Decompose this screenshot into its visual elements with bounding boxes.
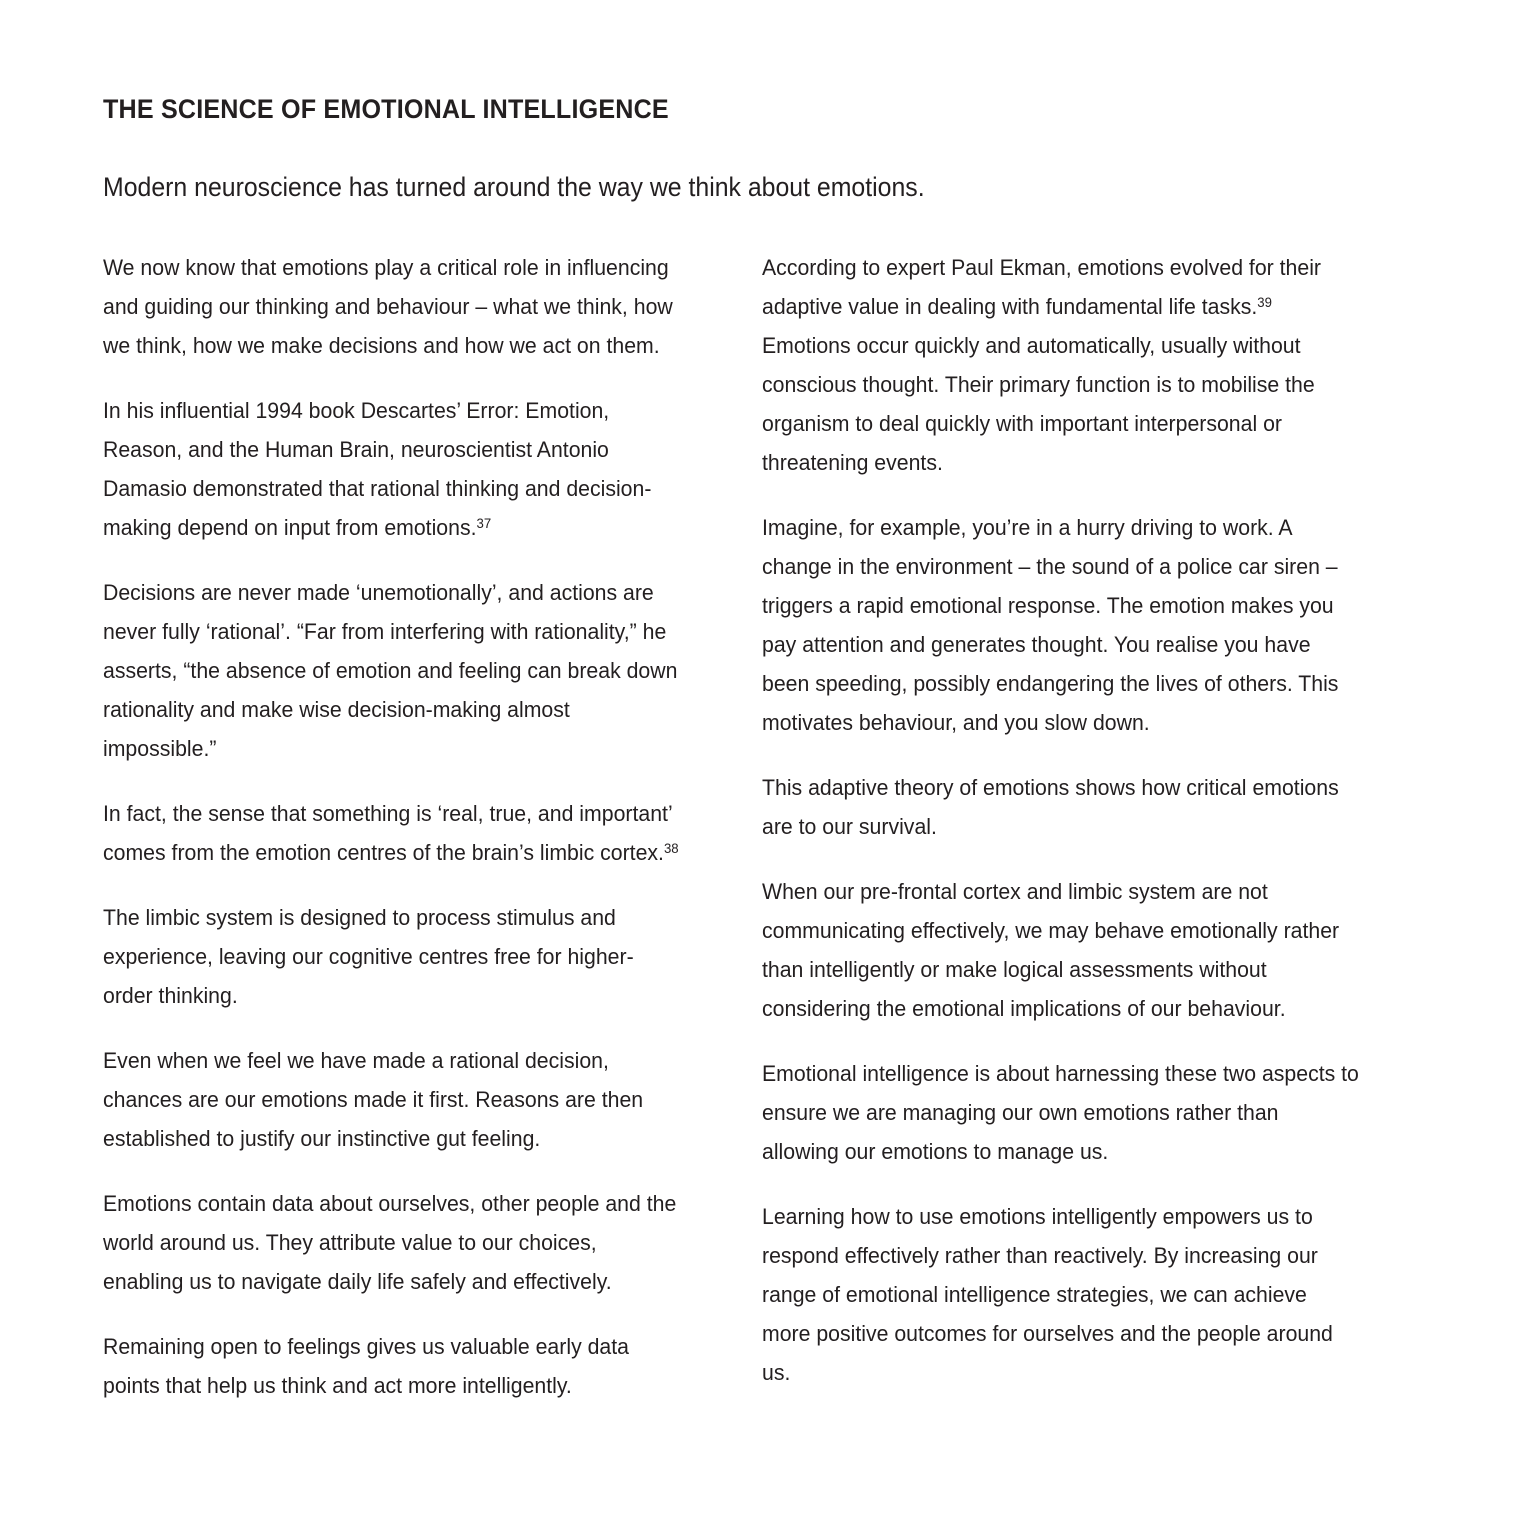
body-paragraph: Learning how to use emotions intelligently empowers us to respond effectively rather than reactively. By increasing our range of emotional intelligence strategies, we can achieve more positive outcomes for ourselves and the people around us. [762,1204,1333,1385]
standfirst-text: Modern neuroscience has turned around the way we think about emotions. [103,172,925,202]
body-paragraph: When our pre-frontal cortex and limbic system are not communicating effectively, we may behave emotionally rather than intelligently or make logical assessments without considering the emotional implications of our behaviour. [762,879,1340,1021]
body-paragraph: Even when we feel we have made a rational decision, chances are our emotions made it first. Reasons are then established to justify our instinctive gut feeling. [103,1048,644,1151]
page-title: THE SCIENCE OF EMOTIONAL INTELLIGENCE [103,94,669,124]
body-paragraph: Remaining open to feelings gives us valuable early data points that help us think and act more intelligently. [103,1334,629,1398]
footnote-marker: 37 [476,514,492,531]
footnote-marker: 38 [663,839,679,856]
right-column [762,248,1394,1392]
body-paragraph: This adaptive theory of emotions shows how critical emotions are to our survival. [762,775,1339,839]
body-paragraph: In his influential 1994 book Descartes’ Error: Emotion, Reason, and the Human Brain, neuroscientist Antonio Damasio demonstrated that rational thinking and decision-making depend on input from emotions.$^{37}$ [103,398,652,540]
body-paragraph: Emotional intelligence is about harnessing these two aspects to ensure we are managing our own emotions rather than allowing our emotions to manage us. [762,1061,1359,1164]
body-paragraph: In fact, the sense that something is ‘real, true, and important’ comes from the emotion centres of the brain’s limbic cortex.$^{38}$ [103,801,679,865]
body-paragraph: According to expert Paul Ekman, emotions evolved for their adaptive value in dealing with fundamental life tasks.$^{39}$ Emotions occur quickly and automatically, usually without conscious thought. Their primary function is to mobilise the organism to deal quickly with important interpersonal or threatening events. [762,255,1322,475]
two-column-body [103,248,1419,1405]
footnote-marker: 39 [1257,293,1272,310]
body-paragraph: Decisions are never made ‘unemotionally’, and actions are never fully ‘rational’. “Far from interfering with rationality,” he asserts, “the absence of emotion and feeling can break down rationality and make wise decision-making almost impossible.” [103,580,678,761]
body-paragraph: We now know that emotions play a critical role in influencing and guiding our thinking and behaviour – what we think, how we think, how we make decisions and how we act on them. [103,255,673,358]
left-column [103,248,716,1405]
body-paragraph: Emotions contain data about ourselves, other people and the world around us. They attribute value to our choices, enabling us to navigate daily life safely and effectively. [103,1191,677,1294]
body-paragraph: The limbic system is designed to process stimulus and experience, leaving our cognitive centres free for higher-order thinking. [103,905,634,1008]
body-paragraph: Imagine, for example, you’re in a hurry driving to work. A change in the environment – the sound of a police car siren – triggers a rapid emotional response. The emotion makes you pay attention and generates thought. You realise you have been speeding, possibly endangering the lives of others. This motivates behaviour, and you slow down. [762,515,1339,735]
